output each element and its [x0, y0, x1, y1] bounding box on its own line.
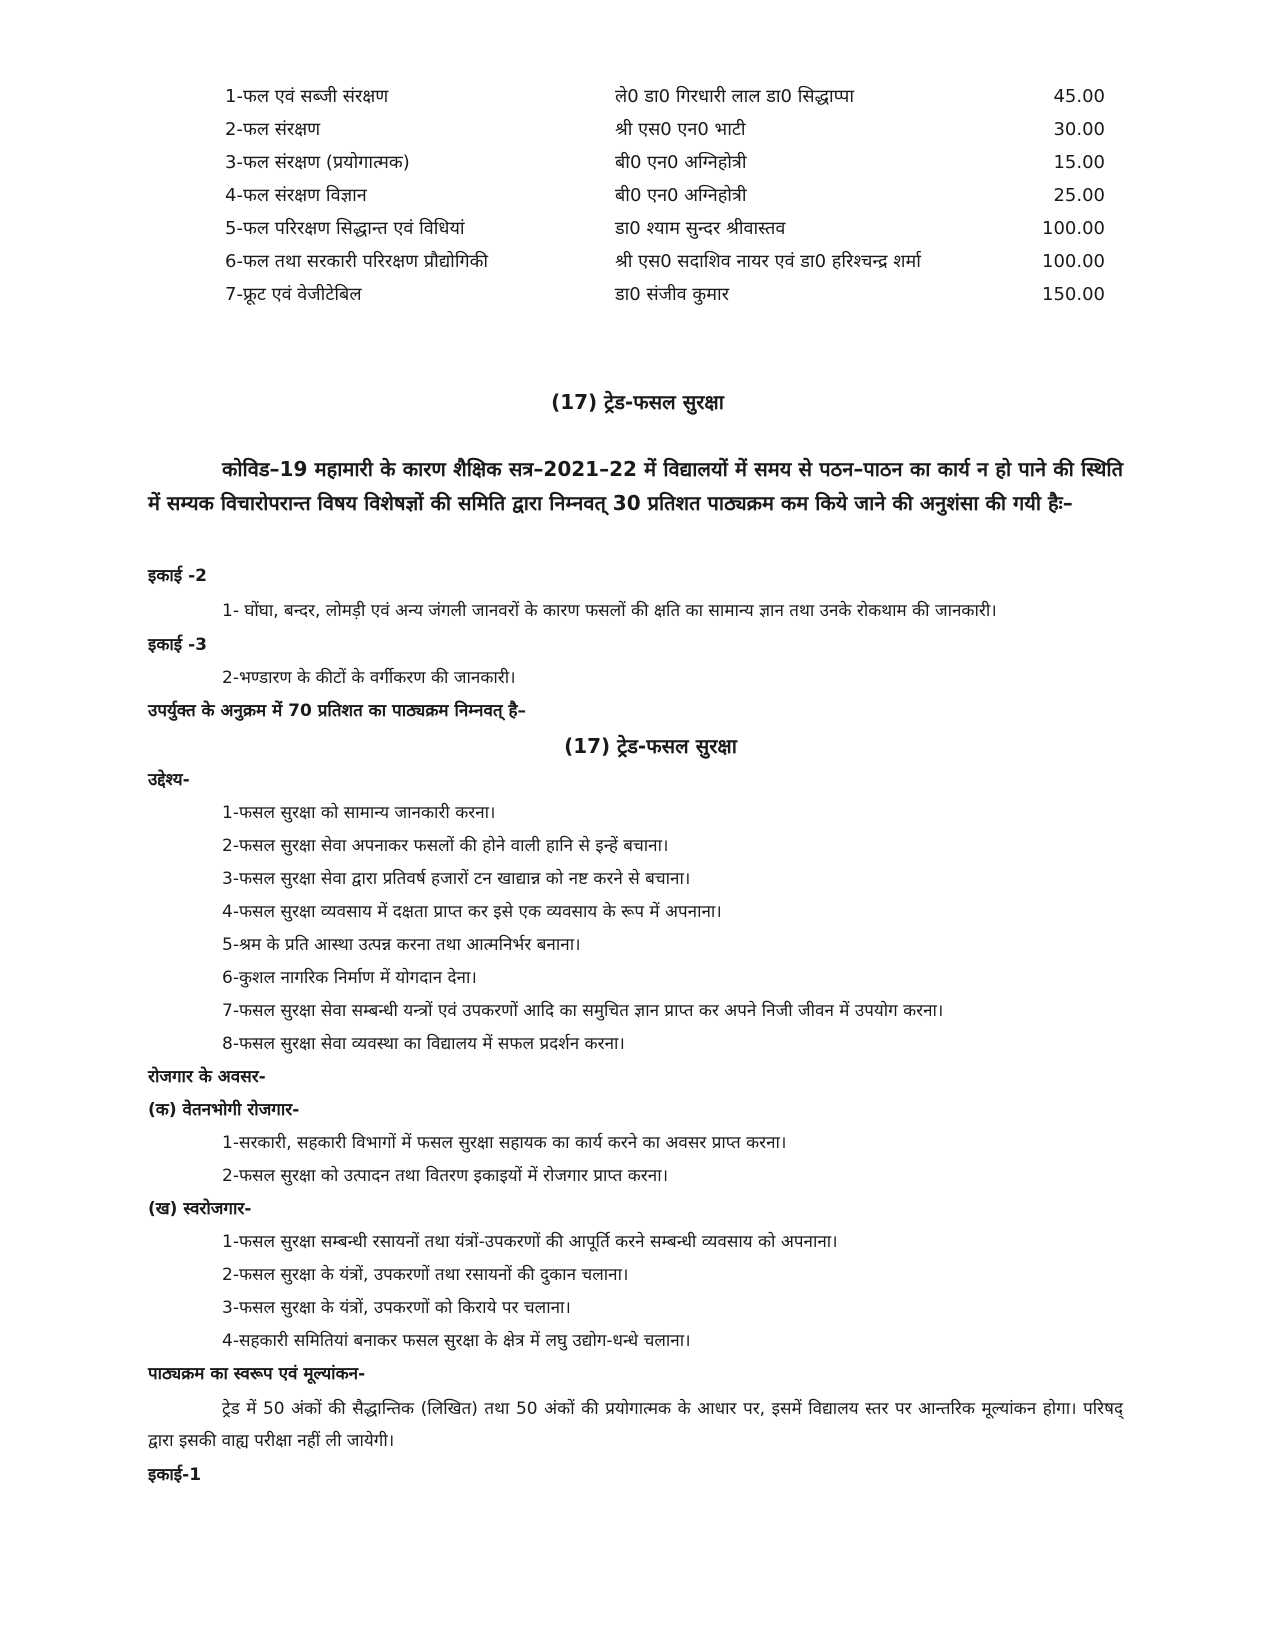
book-row: [225, 278, 1105, 311]
intro-paragraph: कोविड–19 महामारी के कारण शैक्षिक सत्र–2021–22 में विद्यालयों में समय से पठन–पाठन का कार्य न हो पाने की स्थिति में सम्यक विचारोपरान्त विषय विशेषज्ञों की समिति द्वारा निम्नवत् 30 प्रतिशत पाठ्यक्रम कम किये जाने की अनुशंसा की गयी हैः–: [148, 457, 1123, 515]
salaried-item: 1-सरकारी, सहकारी विभागों में फसल सुरक्षा सहायक का कार्य करने का अवसर प्राप्त करना।: [222, 1133, 787, 1153]
self-employment-item: 3-फसल सुरक्षा के यंत्रों, उपकरणों को किराये पर चलाना।: [222, 1298, 571, 1318]
unit2-label: इकाई -2: [148, 566, 207, 586]
book-title: 6-फल तथा सरकारी परिरक्षण प्रौद्योगिकी: [225, 251, 489, 272]
unit3-text: 2-भण्डारण के कीटों के वर्गीकरण की जानकारी।: [222, 668, 516, 688]
salaried-label: (क) वेतनभोगी रोजगार-: [148, 1100, 300, 1120]
objective-item: 8-फसल सुरक्षा सेवा व्यवस्था का विद्यालय में सफल प्रदर्शन करना।: [222, 1034, 625, 1054]
curriculum-label: पाठ्यक्रम का स्वरूप एवं मूल्यांकन-: [148, 1364, 366, 1384]
curriculum-text: ट्रेड में 50 अंकों की सैद्धान्तिक (लिखित) तथा 50 अंकों की प्रयोगात्मक के आधार पर, इसमें विद्यालय स्तर पर आन्तरिक मूल्यांकन होगा। परिषद् द्वारा इसकी वाह्य परीक्षा नहीं ली जायेगी।: [148, 1399, 1123, 1451]
objective-item: 4-फसल सुरक्षा व्यवसाय में दक्षता प्राप्त कर इसे एक व्यवसाय के रूप में अपनाना।: [222, 902, 722, 922]
objective-item: 1-फसल सुरक्षा को सामान्य जानकारी करना।: [222, 803, 496, 823]
book-price: 45.00: [1053, 86, 1105, 107]
unit3-label: इकाई -3: [148, 635, 207, 655]
self-employment-item: 4-सहकारी समितियां बनाकर फसल सुरक्षा के क्षेत्र में लघु उद्योग-धन्धे चलाना।: [222, 1331, 691, 1351]
objective-item: 6-कुशल नागरिक निर्माण में योगदान देना।: [222, 968, 477, 988]
trade-heading: (17) ट्रेड-फसल सुरक्षा: [551, 390, 724, 414]
unit1-label: इकाई-1: [148, 1465, 202, 1485]
book-author: श्री एस0 एन0 भाटी: [615, 119, 746, 140]
self-employment-item: 2-फसल सुरक्षा के यंत्रों, उपकरणों तथा रसायनों की दुकान चलाना।: [222, 1265, 629, 1285]
book-title: 7-फ्रूट एवं वेजीटेबिल: [225, 284, 362, 305]
book-price: 15.00: [1053, 152, 1105, 173]
book-price: 150.00: [1042, 284, 1105, 305]
unit2-text: 1- घोंघा, बन्दर, लोमड़ी एवं अन्य जंगली जानवरों के कारण फसलों की क्षति का सामान्य ज्ञान तथा उनके रोकथाम की जानकारी।: [222, 601, 997, 621]
self-employment-item: 1-फसल सुरक्षा सम्बन्धी रसायनों तथा यंत्रों-उपकरणों की आपूर्ति करने सम्बन्धी व्यवसाय को अपनाना।: [222, 1232, 838, 1252]
book-row: [225, 245, 1105, 278]
book-author: ले0 डा0 गिरधारी लाल डा0 सिद्धाप्पा: [615, 86, 855, 107]
book-price: 30.00: [1053, 119, 1105, 140]
syllabus-body: [148, 560, 1123, 1492]
objective-item: 3-फसल सुरक्षा सेवा द्वारा प्रतिवर्ष हजारों टन खाद्यान्न को नष्ट करने से बचाना।: [222, 869, 691, 889]
book-price: 25.00: [1053, 185, 1105, 206]
book-list: [225, 80, 1105, 311]
book-price: 100.00: [1042, 218, 1105, 239]
book-row: [225, 179, 1105, 212]
book-author: डा0 संजीव कुमार: [615, 284, 729, 305]
salaried-item: 2-फसल सुरक्षा को उत्पादन तथा वितरण इकाइयों में रोजगार प्राप्त करना।: [222, 1166, 669, 1186]
self-employment-label: (ख) स्वरोजगार-: [148, 1199, 252, 1219]
book-title: 5-फल परिरक्षण सिद्धान्त एवं विधियां: [225, 218, 465, 239]
book-title: 2-फल संरक्षण: [225, 119, 321, 140]
employment-label: रोजगार के अवसर-: [148, 1067, 266, 1087]
objective-item: 2-फसल सुरक्षा सेवा अपनाकर फसलों की होने वाली हानि से इन्हें बचाना।: [222, 836, 669, 856]
book-author: श्री एस0 सदाशिव नायर एवं डा0 हरिश्चन्द्र शर्मा: [615, 251, 921, 272]
book-title: 4-फल संरक्षण विज्ञान: [225, 185, 367, 206]
trade-heading-repeat: (17) ट्रेड-फसल सुरक्षा: [564, 734, 737, 758]
book-title: 1-फल एवं सब्जी संरक्षण: [225, 86, 389, 107]
book-price: 100.00: [1042, 251, 1105, 272]
book-row: [225, 212, 1105, 245]
book-author: बी0 एन0 अग्निहोत्री: [615, 185, 747, 206]
book-author: बी0 एन0 अग्निहोत्री: [615, 152, 747, 173]
seventy-percent-line: उपर्युक्त के अनुक्रम में 70 प्रतिशत का पाठ्यक्रम निम्नवत् है–: [148, 701, 527, 721]
objectives-label: उद्देश्य-: [148, 770, 190, 790]
book-row: [225, 146, 1105, 179]
book-title: 3-फल संरक्षण (प्रयोगात्मक): [225, 152, 410, 173]
book-row: [225, 80, 1105, 113]
objective-item: 7-फसल सुरक्षा सेवा सम्बन्धी यन्त्रों एवं उपकरणों आदि का समुचित ज्ञान प्राप्त कर अपने निजी जीवन में उपयोग करना।: [222, 1001, 944, 1021]
objective-item: 5-श्रम के प्रति आस्था उत्पन्न करना तथा आत्मनिर्भर बनाना।: [222, 935, 581, 955]
book-author: डा0 श्याम सुन्दर श्रीवास्तव: [615, 218, 786, 239]
book-row: [225, 113, 1105, 146]
